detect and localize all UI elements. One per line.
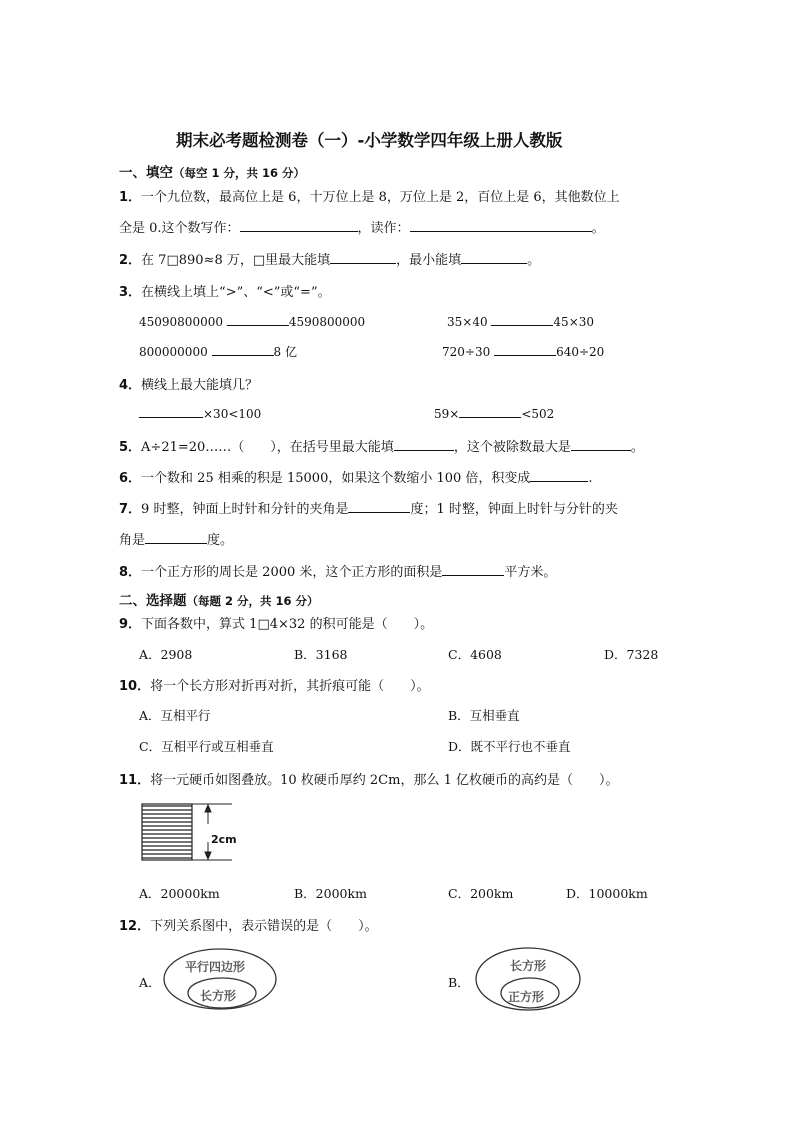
- question-11-text: 将一元硬币如图叠放。10 枚硬币厚约 2Cm，那么 1 亿枚硬币的高约是（ ）。: [150, 773, 619, 788]
- question-4-text: 横线上最大能填几？: [141, 378, 259, 393]
- coin-stack: [142, 804, 192, 860]
- compare-right: 8 亿: [273, 345, 297, 359]
- page-title: 期末必考题检测卷（一）-小学数学四年级上册人教版: [176, 131, 563, 150]
- option-a-label[interactable]: A．: [139, 975, 161, 990]
- answer-blank[interactable]: [530, 469, 588, 482]
- answer-blank[interactable]: [330, 251, 396, 264]
- inequality-text: ×30<100: [203, 407, 262, 421]
- question-10-number: 10．: [119, 679, 151, 694]
- answer-blank[interactable]: [494, 343, 556, 356]
- compare-left: 35×40: [447, 315, 488, 329]
- option-c[interactable]: C．200km: [448, 886, 514, 901]
- section-1-note: （每空 1 分，共 16 分）: [173, 166, 306, 180]
- question-8-text-a: 一个正方形的周长是 2000 米，这个正方形的面积是: [141, 565, 443, 580]
- option-a[interactable]: A．互相平行: [139, 708, 211, 723]
- question-1-number: 1．: [119, 190, 142, 205]
- answer-blank[interactable]: [459, 405, 521, 418]
- answer-blank[interactable]: [227, 313, 289, 326]
- answer-blank[interactable]: [212, 343, 274, 356]
- question-5: [119, 436, 644, 455]
- question-1-text-b: ，读作：: [357, 221, 410, 236]
- question-7-number: 7．: [119, 502, 142, 517]
- question-8: [119, 561, 556, 580]
- question-6-number: 6．: [119, 471, 142, 486]
- question-7-text-b: 度；1 时整，钟面上时针与分针的夹: [410, 502, 618, 517]
- section-2-heading: [119, 589, 319, 609]
- question-6-text-b: .: [588, 471, 593, 486]
- question-6-text-a: 一个数和 25 相乘的积是 15000，如果这个数缩小 100 倍，积变成: [141, 471, 531, 486]
- inequality-left: 59×: [434, 407, 460, 421]
- compare-right: 4590800000: [288, 315, 366, 329]
- option-b[interactable]: B．2000km: [294, 886, 367, 901]
- option-a[interactable]: A．20000km: [139, 886, 220, 901]
- question-6: [119, 467, 593, 486]
- question-1-line2: [119, 217, 605, 236]
- compare-right: 640÷20: [556, 345, 605, 359]
- option-c[interactable]: C．互相平行或互相垂直: [139, 739, 274, 754]
- question-12-number: 12．: [119, 919, 151, 934]
- question-7-text-c: 角是: [119, 533, 146, 548]
- question-7-text-a: 9 时整，钟面上时针和分针的夹角是: [141, 502, 349, 517]
- inner-set-label: 正方形: [508, 990, 545, 1004]
- option-d[interactable]: D．7328: [604, 647, 659, 662]
- question-5-number: 5．: [119, 440, 142, 455]
- question-2-text-b: ，最小能填: [396, 253, 462, 268]
- question-1-text: 一个九位数，最高位上是 6，十万位上是 8，万位上是 2，百位上是 6，其他数位上: [141, 190, 620, 205]
- option-a[interactable]: A．2908: [139, 647, 193, 662]
- question-3-number: 3．: [119, 285, 142, 300]
- outer-set-label: 平行四边形: [185, 960, 246, 974]
- question-4-item-b: [434, 405, 554, 421]
- question-5-text-a: A÷21=20……（ ），在括号里最大能填: [141, 440, 394, 455]
- option-c[interactable]: C．4608: [448, 647, 502, 662]
- compare-item: [442, 343, 604, 359]
- compare-item: [447, 313, 594, 329]
- answer-blank[interactable]: [139, 405, 203, 418]
- option-b[interactable]: B．3168: [294, 647, 348, 662]
- question-12: [119, 915, 378, 934]
- answer-blank[interactable]: [461, 251, 527, 264]
- figure-label: 2cm: [211, 833, 237, 846]
- dimension-arrow: [192, 804, 232, 860]
- question-3: [119, 281, 331, 300]
- option-b[interactable]: B．互相垂直: [448, 708, 520, 723]
- compare-right: 45×30: [553, 315, 595, 329]
- question-5-text-b: ，这个被除数最大是: [453, 440, 571, 455]
- question-1-line1: [119, 186, 620, 205]
- question-11-number: 11．: [119, 773, 151, 788]
- question-4: [119, 374, 258, 393]
- question-8-text-b: 平方米。: [504, 565, 557, 580]
- option-d[interactable]: D．10000km: [566, 886, 648, 901]
- question-4-number: 4．: [119, 378, 142, 393]
- question-7-line1: [119, 498, 618, 517]
- compare-item: [139, 313, 365, 329]
- answer-blank[interactable]: [348, 500, 410, 513]
- answer-blank[interactable]: [240, 219, 358, 232]
- question-2: [119, 249, 540, 268]
- answer-blank[interactable]: [491, 313, 553, 326]
- section-1-title: 一、填空: [119, 165, 173, 181]
- question-9-number: 9．: [119, 617, 142, 632]
- question-5-text-c: 。: [630, 440, 644, 455]
- answer-blank[interactable]: [410, 219, 592, 232]
- question-4-item-a: [139, 405, 261, 421]
- question-9-text: 下面各数中，算式 1□4×32 的积可能是（ ）。: [141, 617, 434, 632]
- section-2-note: （每题 2 分，共 16 分）: [186, 594, 319, 608]
- compare-left: 45090800000: [139, 315, 223, 329]
- compare-left: 800000000: [139, 345, 208, 359]
- answer-blank[interactable]: [394, 438, 454, 451]
- question-9: [119, 613, 433, 632]
- question-3-text: 在横线上填上“>”、“<”或“=”。: [141, 285, 331, 300]
- inner-set-label: 长方形: [200, 989, 237, 1003]
- question-10: [119, 675, 430, 694]
- question-2-number: 2．: [119, 253, 142, 268]
- question-2-text-a: 在 7□890≈8 万，□里最大能填: [141, 253, 331, 268]
- answer-blank[interactable]: [442, 563, 504, 576]
- answer-blank[interactable]: [145, 531, 207, 544]
- question-8-number: 8．: [119, 565, 142, 580]
- compare-left: 720÷30: [442, 345, 491, 359]
- question-10-text: 将一个长方形对折再对折，其折痕可能（ ）。: [150, 679, 430, 694]
- outer-set-label: 长方形: [510, 959, 547, 973]
- question-12-text: 下列关系图中，表示错误的是（ ）。: [150, 919, 378, 934]
- question-1-text-c: 。: [591, 221, 605, 236]
- question-11: [119, 769, 618, 788]
- question-1-text-a: 全是 0.这个数写作：: [119, 221, 240, 236]
- question-7-text-d: 度。: [207, 533, 234, 548]
- section-2-title: 二、选择题: [119, 593, 187, 609]
- answer-blank[interactable]: [571, 438, 631, 451]
- question-2-text-c: 。: [527, 253, 541, 268]
- compare-item: [139, 343, 297, 360]
- section-1-heading: [119, 161, 305, 181]
- inequality-right: <502: [521, 407, 555, 421]
- question-7-line2: [119, 529, 233, 548]
- option-b-label[interactable]: B．: [448, 975, 470, 990]
- option-d[interactable]: D．既不平行也不垂直: [448, 739, 571, 754]
